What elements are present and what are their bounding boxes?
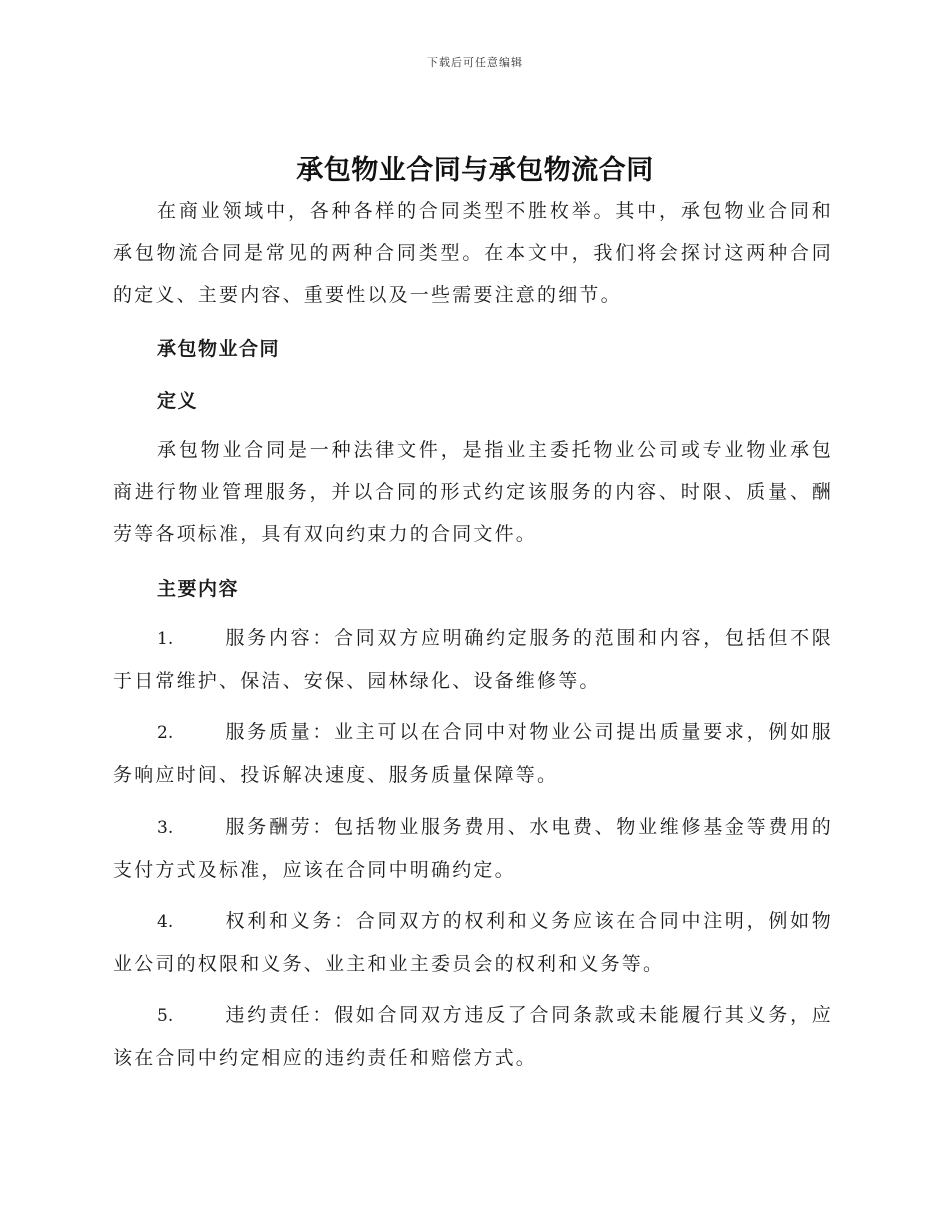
list-item-text: 服务质量：业主可以在合同中对物业公司提出质量要求，例如服务响应时间、投诉解决速度、服务质量保障等。 <box>113 721 833 786</box>
main-content-heading: 主要内容 <box>157 578 240 600</box>
document-title: 承包物业合同与承包物流合同 <box>296 155 654 186</box>
list-item-number: 1. <box>157 629 174 649</box>
list-item-text: 服务酬劳：包括物业服务费用、水电费、物业维修基金等费用的支付方式及标准，应该在合同中明确约定。 <box>113 816 833 881</box>
list-item <box>113 617 833 702</box>
list-item <box>113 711 833 796</box>
header-note: 下载后可任意编辑 <box>427 56 523 69</box>
list-item <box>113 900 833 985</box>
intro-paragraph: 在商业领域中，各种各样的合同类型不胜枚举。其中，承包物业合同和承包物流合同是常见的两种合同类型。在本文中，我们将会探讨这两种合同的定义、主要内容、重要性以及一些需要注意的细节。 <box>113 200 833 306</box>
list-item <box>113 994 833 1079</box>
definition-heading: 定义 <box>157 390 199 412</box>
list-item <box>113 806 833 891</box>
list-item-number: 5. <box>157 1006 174 1026</box>
list-item-text: 服务内容：合同双方应明确约定服务的范围和内容，包括但不限于日常维护、保洁、安保、园林绿化、设备维修等。 <box>113 627 833 692</box>
list-item-number: 3. <box>157 818 174 838</box>
definition-paragraph: 承包物业合同是一种法律文件，是指业主委托物业公司或专业物业承包商进行物业管理服务，并以合同的形式约定该服务的内容、时限、质量、酬劳等各项标准，具有双向约束力的合同文件。 <box>113 439 833 545</box>
list-item-text: 违约责任：假如合同双方违反了合同条款或未能履行其义务，应该在合同中约定相应的违约责任和赔偿方式。 <box>113 1004 833 1069</box>
list-item-text: 权利和义务：合同双方的权利和义务应该在合同中注明，例如物业公司的权限和义务、业主和业主委员会的权利和义务等。 <box>113 910 833 975</box>
list-item-number: 2. <box>157 723 174 743</box>
section-heading: 承包物业合同 <box>157 338 281 360</box>
list-item-number: 4. <box>157 912 174 932</box>
